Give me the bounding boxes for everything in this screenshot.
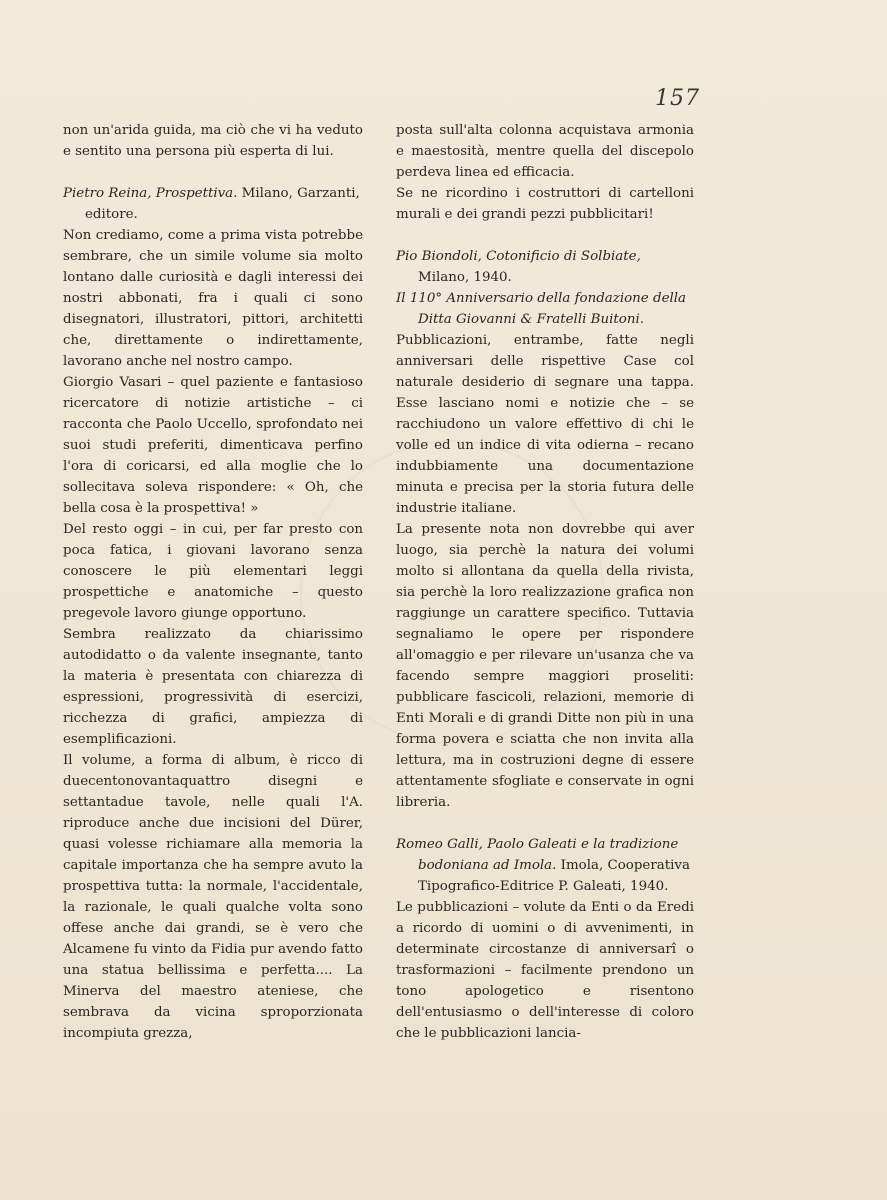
paragraph: Pubblicazioni, entrambe, fatte negli anniversari delle rispettive Case col naturale desiderio di segnare una tappa. Esse lasciano nomi e notizie che – se racchiudono un valore effettivo di chi le volle ed un indice di vita odierna – recano indubbiamente una documentazione minuta e precisa per la storia futura delle industrie italiane.: [396, 333, 694, 516]
right-column: [396, 120, 694, 1044]
paragraph: Sembra realizzato da chiarissimo autodidatto o da valente insegnante, tanto la materia è presentata con chiarezza di espressioni, progressività di esercizi, ricchezza di grafici, ampiezza di esemplificazioni.: [63, 627, 363, 747]
entry-citation: Pio Biondoli, Cotonificio di Solbiate,: [396, 249, 641, 264]
bibliographic-entry: [396, 834, 694, 897]
entry-publisher: Imola, Cooperativa Tipografico-Editrice P. Galeati, 1940.: [418, 858, 690, 894]
paragraph: Del resto oggi – in cui, per far presto con poca fatica, i giovani lavorano senza conoscere le più elementari leggi prospettiche e anatomiche – questo pregevole lavoro giunge opportuno.: [63, 522, 363, 621]
entry-publisher: Milano, Garzanti, editore.: [85, 186, 360, 222]
bibliographic-entry: [63, 183, 363, 225]
bibliographic-entry: [396, 246, 694, 288]
paragraph: Non crediamo, come a prima vista potrebbe sembrare, che un simile volume sia molto lontano dalle curiosità e dagli interessi dei nostri abbonati, fra i quali ci sono disegnatori, illustratori, pittori, architetti che, direttamente o indirettamente, lavorano anche nel nostro campo.: [63, 228, 363, 369]
paragraph: posta sull'alta colonna acquistava armonia e maestosità, mentre quella del discepolo perdeva linea ed efficacia.: [396, 123, 694, 180]
left-column: [63, 120, 363, 1044]
paragraph: Il volume, a forma di album, è ricco di duecentonovantaquattro disegni e settantadue tavole, nelle quali l'A. riproduce anche due incisioni del Dürer, quasi volesse richiamare alla memoria la capitale importanza che ha sempre avuto la prospettiva tutta: la normale, l'accidentale, la razionale, le quali qualche volta sono offese anche dai grandi, se è vero che Alcamene fu vinto da Fidia pur avendo fatto una statua bellissima e perfetta.... La Minerva del maestro ateniese, che sembrava da vicina sproporzionata incompiuta grezza,: [63, 753, 363, 1041]
paragraph: non un'arida guida, ma ciò che vi ha veduto e sentito una persona più esperta di lui.: [63, 123, 363, 159]
paragraph: La presente nota non dovrebbe qui aver luogo, sia perchè la natura dei volumi molto si allontana da quella della rivista, sia perchè la loro realizzazione grafica non raggiunge un carattere specifico. Tuttavia segnaliamo le opere per rispondere all'omaggio e per rilevare un'usanza che va facendo sempre maggiori proseliti: pubblicare fascicoli, relazioni, memorie di Enti Morali e di grandi Ditte non più in una forma povera e sciatta che non invita alla lettura, ma in costruzioni degne di essere attentamente sfogliate e conservate in ogni libreria.: [396, 522, 694, 810]
paragraph: Le pubblicazioni – volute da Enti o da Eredi a ricordo di uomini o di avvenimenti, in determinate circostanze di anniversarî o trasformazioni – facilmente prendono un tono apologetico e risentono dell'entusiasmo o dell'interesse di coloro che le pubblicazioni lancia-: [396, 900, 694, 1041]
bibliographic-entry: [396, 288, 694, 330]
entry-citation: Il 110° Anniversario della fondazione della Ditta Giovanni & Fratelli Buitoni.: [396, 291, 687, 327]
entry-publisher: Milano, 1940.: [418, 270, 512, 285]
page-number: 157: [655, 86, 700, 111]
entry-citation: Pietro Reina, Prospettiva.: [63, 186, 238, 201]
entry-citation: Romeo Galli, Paolo Galeati e la tradizione bodoniana ad Imola.: [396, 837, 679, 873]
paragraph: Se ne ricordino i costruttori di cartelloni murali e dei grandi pezzi pubblicitari!: [396, 186, 694, 222]
paragraph: Giorgio Vasari – quel paziente e fantasioso ricercatore di notizie artistiche – ci racconta che Paolo Uccello, sprofondato nei suoi studi preferiti, dimenticava perfino l'ora di coricarsi, ed alla moglie che lo sollecitava soleva rispondere: « Oh, che bella cosa è la prospettiva! »: [63, 375, 363, 516]
